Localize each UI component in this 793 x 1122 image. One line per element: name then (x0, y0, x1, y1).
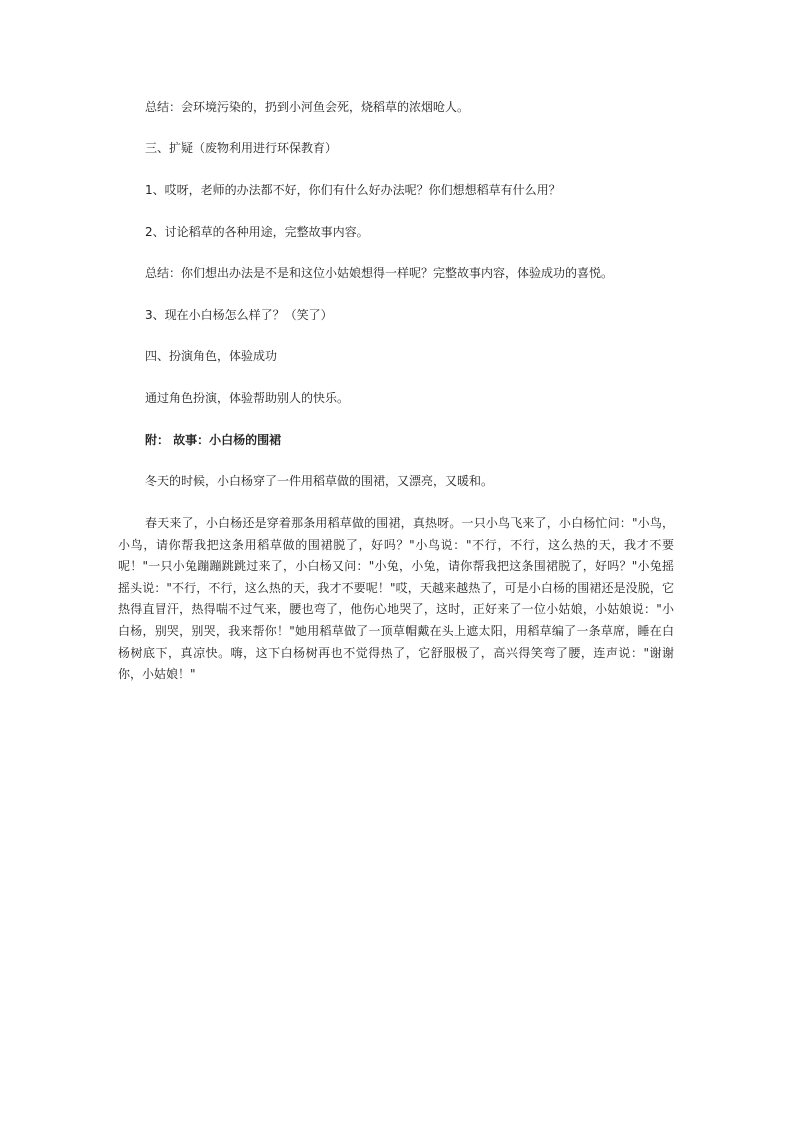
question-one: 1、哎呀，老师的办法都不好，你们有什么好办法呢？你们想想稻草有什么用？ (145, 183, 561, 197)
role-play-note: 通过角色扮演，体验帮助别人的快乐。 (145, 391, 350, 405)
summary-pollution: 总结：会环境污染的，扔到小河鱼会死，烧稻草的浓烟呛人。 (145, 100, 470, 114)
section-four-heading: 四、扮演角色，体验成功 (145, 349, 278, 363)
question-two: 2、讨论稻草的各种用途，完整故事内容。 (145, 225, 369, 239)
question-three: 3、现在小白杨怎么样了？（笑了） (145, 308, 333, 322)
story-body: 春天来了，小白杨还是穿着那条用稻草做的围裙，真热呀。一只小鸟飞来了，小白杨忙问："小鸟，小鸟，请你帮我把这条用稻草做的围裙脱了，好吗？"小鸟说："不行，不行，这么热的天，我才不要呢！"一只小兔蹦蹦跳跳过来了，小白杨又问："小兔，小兔，请你帮我把这条围裙脱了，好吗？"小兔摇摇头说："不行，不行，这么热的天，我才不要呢！"哎，天越来越热了，可是小白杨的围裙还是没脱，它热得直冒汗，热得喘不过气来，腰也弯了，他伤心地哭了，这时，正好来了一位小姑娘，小姑娘说："小白杨，别哭，别哭，我来帮你！"她用稻草做了一顶草帽戴在头上遮太阳，用稻草编了一条草席，睡在白杨树底下，真凉快。嗨，这下白杨树再也不觉得热了，它舒服极了，高兴得笑弯了腰，连声说："谢谢你，小姑娘！" (118, 516, 674, 682)
appendix-heading: 附： 故事：小白杨的围裙 (145, 433, 282, 447)
story-intro: 冬天的时候，小白杨穿了一件用稻草做的围裙，又漂亮，又暖和。 (145, 474, 494, 488)
summary-ideas: 总结：你们想出办法是不是和这位小姑娘想得一样呢？完整故事内容，体验成功的喜悦。 (145, 266, 614, 280)
section-three-heading: 三、扩疑（废物利用进行环保教育） (145, 141, 338, 155)
